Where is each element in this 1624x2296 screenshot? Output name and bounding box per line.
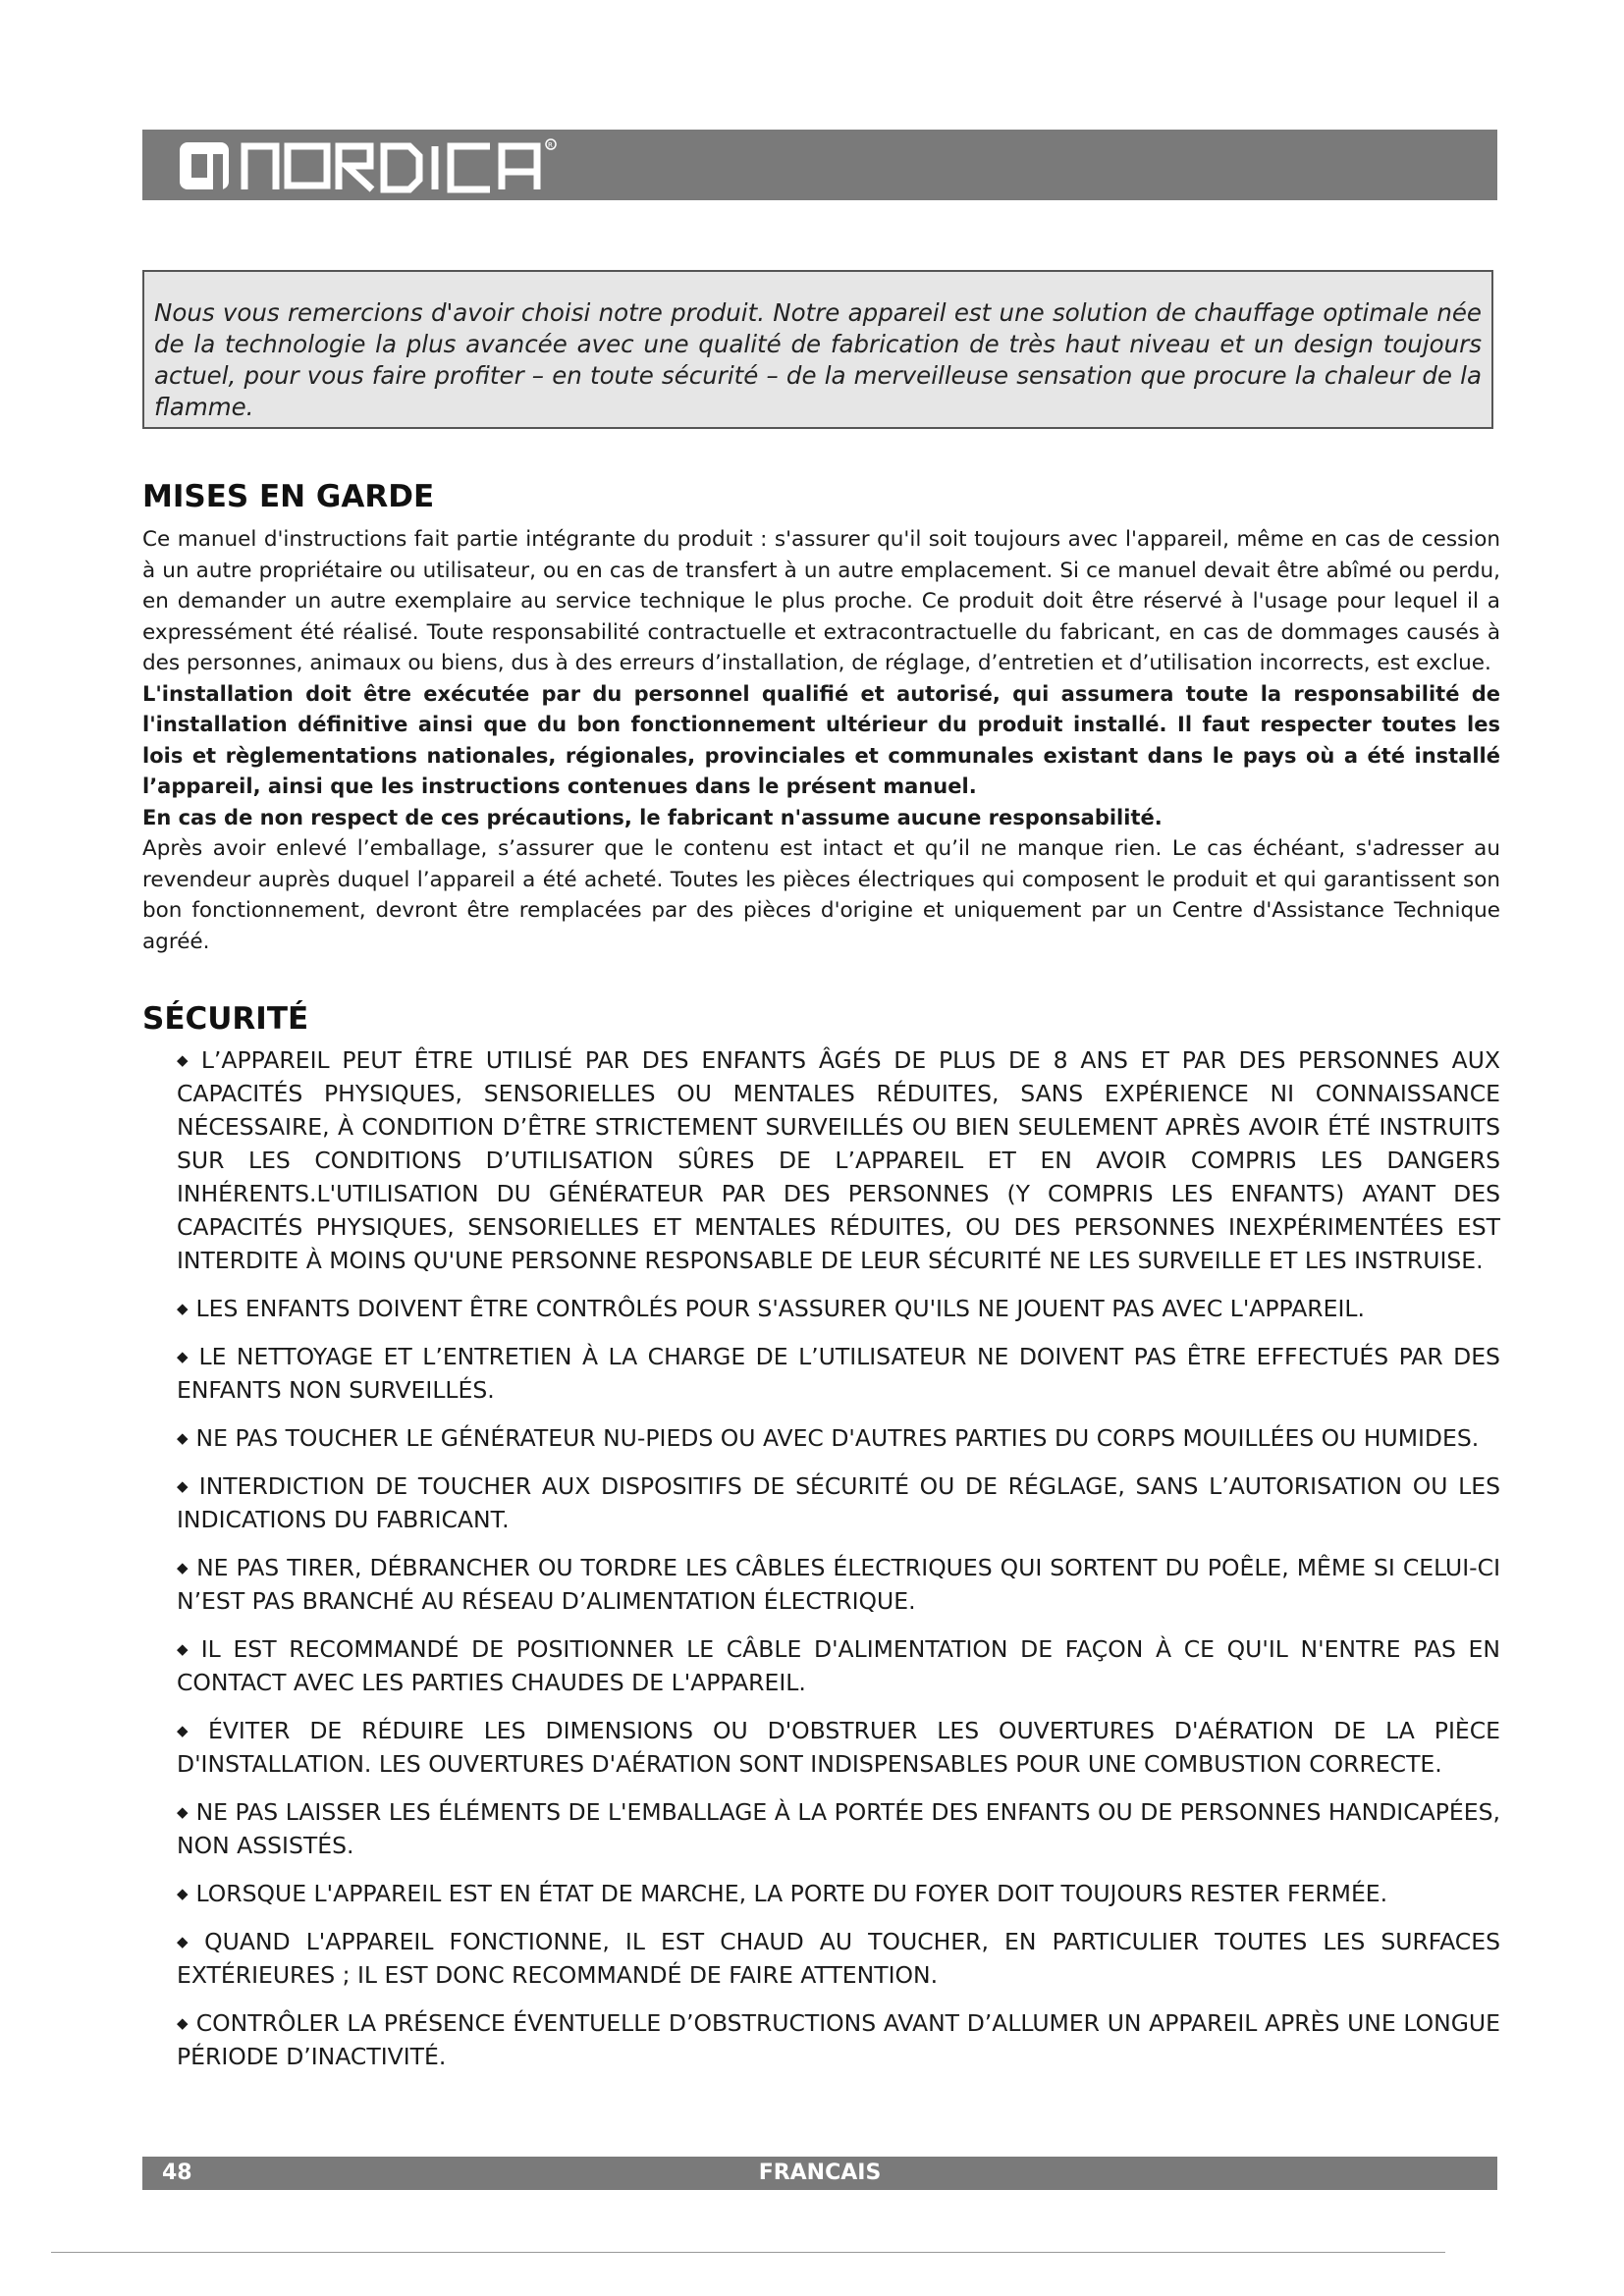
header-bar (142, 130, 1497, 200)
intro-box (142, 270, 1493, 429)
safety-item: ◆ LES ENFANTS DOIVENT ÊTRE CONTRÔLÉS POUR S'ASSURER QU'ILS NE JOUENT PAS AVEC L'APPAREIL. (177, 1295, 1365, 1322)
safety-item: ◆ L’APPAREIL PEUT ÊTRE UTILISÉ PAR DES ENFANTS ÂGÉS DE PLUS DE 8 ANS ET PAR DES PERSONNES AUX CAPACITÉS PHYSIQUES, SENSORIELLES OU MENTALES RÉDUITES, SANS EXPÉRIENCE NI CONNAISSANCE NÉCESSAIRE, À CONDITION D’ÊTRE STRICTEMENT SURVEILLÉS OU BIEN SEULEMENT APRÈS AVOIR ÉTÉ INSTRUITS SUR LES CONDITIONS D’UTILISATION SÛRES DE L’APPAREIL ET EN AVOIR COMPRIS LES DANGERS INHÉRENTS.L'UTILISATION DU GÉNÉRATEUR PAR DES PERSONNES (Y COMPRIS LES ENFANTS) AYANT DES CAPACITÉS PHYSIQUES, SENSORIELLES ET MENTALES RÉDUITES, OU DES PERSONNES INEXPÉRIMENTÉES EST INTERDITE À MOINS QU'UNE PERSONNE RESPONSABLE DE LEUR SÉCURITÉ NE LES SURVEILLE ET LES INSTRUISE. (177, 1046, 1500, 1274)
warnings-paragraph-1: Ce manuel d'instructions fait partie intégrante du produit : s'assurer qu'il soit toujours avec l'appareil, même en cas de cession à un autre propriétaire ou utilisateur, ou en cas de transfert à un autre emplacement. Si ce manuel devait être abîmé ou perdu, en demander un autre exemplaire au service technique le plus proche. Ce produit doit être réservé à l'usage pour lequel il a expressément été réalisé. Toute responsabilité contractuelle et extracontractuelle du fabricant, en cas de dommages causés à des personnes, animaux ou biens, dus à des erreurs d’installation, de réglage, d’entretien et d’utilisation incorrects, est exclue. (142, 527, 1500, 675)
nordica-logo (178, 133, 561, 196)
safety-item: ◆ ÉVITER DE RÉDUIRE LES DIMENSIONS OU D'OBSTRUER LES OUVERTURES D'AÉRATION DE LA PIÈCE D'INSTALLATION. LES OUVERTURES D'AÉRATION SONT INDISPENSABLES POUR UNE COMBUSTION CORRECTE. (177, 1717, 1500, 1778)
safety-item: ◆ IL EST RECOMMANDÉ DE POSITIONNER LE CÂBLE D'ALIMENTATION DE FAÇON À CE QU'IL N'ENTRE PAS EN CONTACT AVEC LES PARTIES CHAUDES DE L'APPAREIL. (177, 1635, 1500, 1696)
warnings-paragraph-2: Après avoir enlevé l’emballage, s’assurer que le contenu est intact et qu’il ne manque rien. Le cas échéant, s'adresser au revendeur auprès duquel l’appareil a été acheté. Toutes les pièces électriques qui composent le produit et qui garantissent son bon fonctionnement, devront être remplacées par des pièces d'origine et uniquement par un Centre d'Assistance Technique agréé. (142, 836, 1500, 954)
diamond-bullet-icon: ◆ (177, 1803, 189, 1821)
footer-bar (142, 2157, 1497, 2190)
diamond-bullet-icon: ◆ (177, 2014, 189, 2032)
safety-title: SÉCURITÉ (142, 1001, 309, 1037)
diamond-bullet-icon: ◆ (177, 1640, 193, 1658)
diamond-bullet-icon: ◆ (177, 1477, 191, 1495)
page-number: 48 (162, 2161, 192, 2185)
safety-item: ◆ INTERDICTION DE TOUCHER AUX DISPOSITIFS DE SÉCURITÉ OU DE RÉGLAGE, SANS L’AUTORISATION OU LES INDICATIONS DU FABRICANT. (177, 1472, 1500, 1533)
diamond-bullet-icon: ◆ (177, 1300, 189, 1317)
diamond-bullet-icon: ◆ (177, 1348, 191, 1365)
warnings-body (142, 524, 1500, 957)
diamond-bullet-icon: ◆ (177, 1051, 193, 1069)
safety-list (177, 1043, 1500, 2088)
warnings-title: MISES EN GARDE (142, 479, 435, 514)
safety-item: ◆ NE PAS TOUCHER LE GÉNÉRATEUR NU-PIEDS OU AVEC D'AUTRES PARTIES DU CORPS MOUILLÉES OU HUMIDES. (177, 1424, 1480, 1452)
diamond-bullet-icon: ◆ (177, 1885, 189, 1902)
safety-item: ◆ QUAND L'APPAREIL FONCTIONNE, IL EST CHAUD AU TOUCHER, EN PARTICULIER TOUTES LES SURFACES EXTÉRIEURES ; IL EST DONC RECOMMANDÉ DE FAIRE ATTENTION. (177, 1928, 1500, 1989)
diamond-bullet-icon: ◆ (177, 1933, 197, 1950)
safety-item: ◆ CONTRÔLER LA PRÉSENCE ÉVENTUELLE D’OBSTRUCTIONS AVANT D’ALLUMER UN APPAREIL APRÈS UNE LONGUE PÉRIODE D’INACTIVITÉ. (177, 2009, 1500, 2070)
safety-item: ◆ LE NETTOYAGE ET L’ENTRETIEN À LA CHARGE DE L’UTILISATEUR NE DOIVENT PAS ÊTRE EFFECTUÉS PAR DES ENFANTS NON SURVEILLÉS. (177, 1343, 1500, 1404)
safety-item: ◆ NE PAS TIRER, DÉBRANCHER OU TORDRE LES CÂBLES ÉLECTRIQUES QUI SORTENT DU POÊLE, MÊME SI CELUI-CI N’EST PAS BRANCHÉ AU RÉSEAU D’ALIMENTATION ÉLECTRIQUE. (177, 1554, 1500, 1615)
safety-item: ◆ NE PAS LAISSER LES ÉLÉMENTS DE L'EMBALLAGE À LA PORTÉE DES ENFANTS OU DE PERSONNES HANDICAPÉES, NON ASSISTÉS. (177, 1798, 1500, 1859)
diamond-bullet-icon: ◆ (177, 1722, 200, 1739)
safety-item: ◆ LORSQUE L'APPAREIL EST EN ÉTAT DE MARCHE, LA PORTE DU FOYER DOIT TOUJOURS RESTER FERMÉE. (177, 1880, 1388, 1907)
intro-text: Nous vous remercions d'avoir choisi notre produit. Notre appareil est une solution de chauffage optimale née de la technologie la plus avancée avec une qualité de fabrication de très haut niveau et un design toujours actuel, pour vous faire profiter – en toute sécurité – de la merveilleuse sensation que procure la chaleur de la flamme. (154, 298, 1482, 421)
svg-text:R: R (548, 141, 553, 149)
nordica-logo-icon (178, 136, 561, 193)
footer-language: FRANCAIS (758, 2161, 882, 2185)
bottom-rule (51, 2252, 1445, 2253)
diamond-bullet-icon: ◆ (177, 1429, 189, 1447)
warnings-bold-paragraph-2: En cas de non respect de ces précautions, le fabricant n'assume aucune responsabilité. (142, 805, 1163, 829)
diamond-bullet-icon: ◆ (177, 1559, 189, 1576)
warnings-bold-paragraph-1: L'installation doit être exécutée par du personnel qualifié et autorisé, qui assumera toute la responsabilité de l'installation définitive ainsi que du bon fonctionnement ultérieur du produit installé. Il faut respecter toutes les lois et règlementations nationales, régionales, provinciales et communales existant dans le pays où a été installé l’appareil, ainsi que les instructions contenues dans le présent manuel. (142, 681, 1500, 798)
